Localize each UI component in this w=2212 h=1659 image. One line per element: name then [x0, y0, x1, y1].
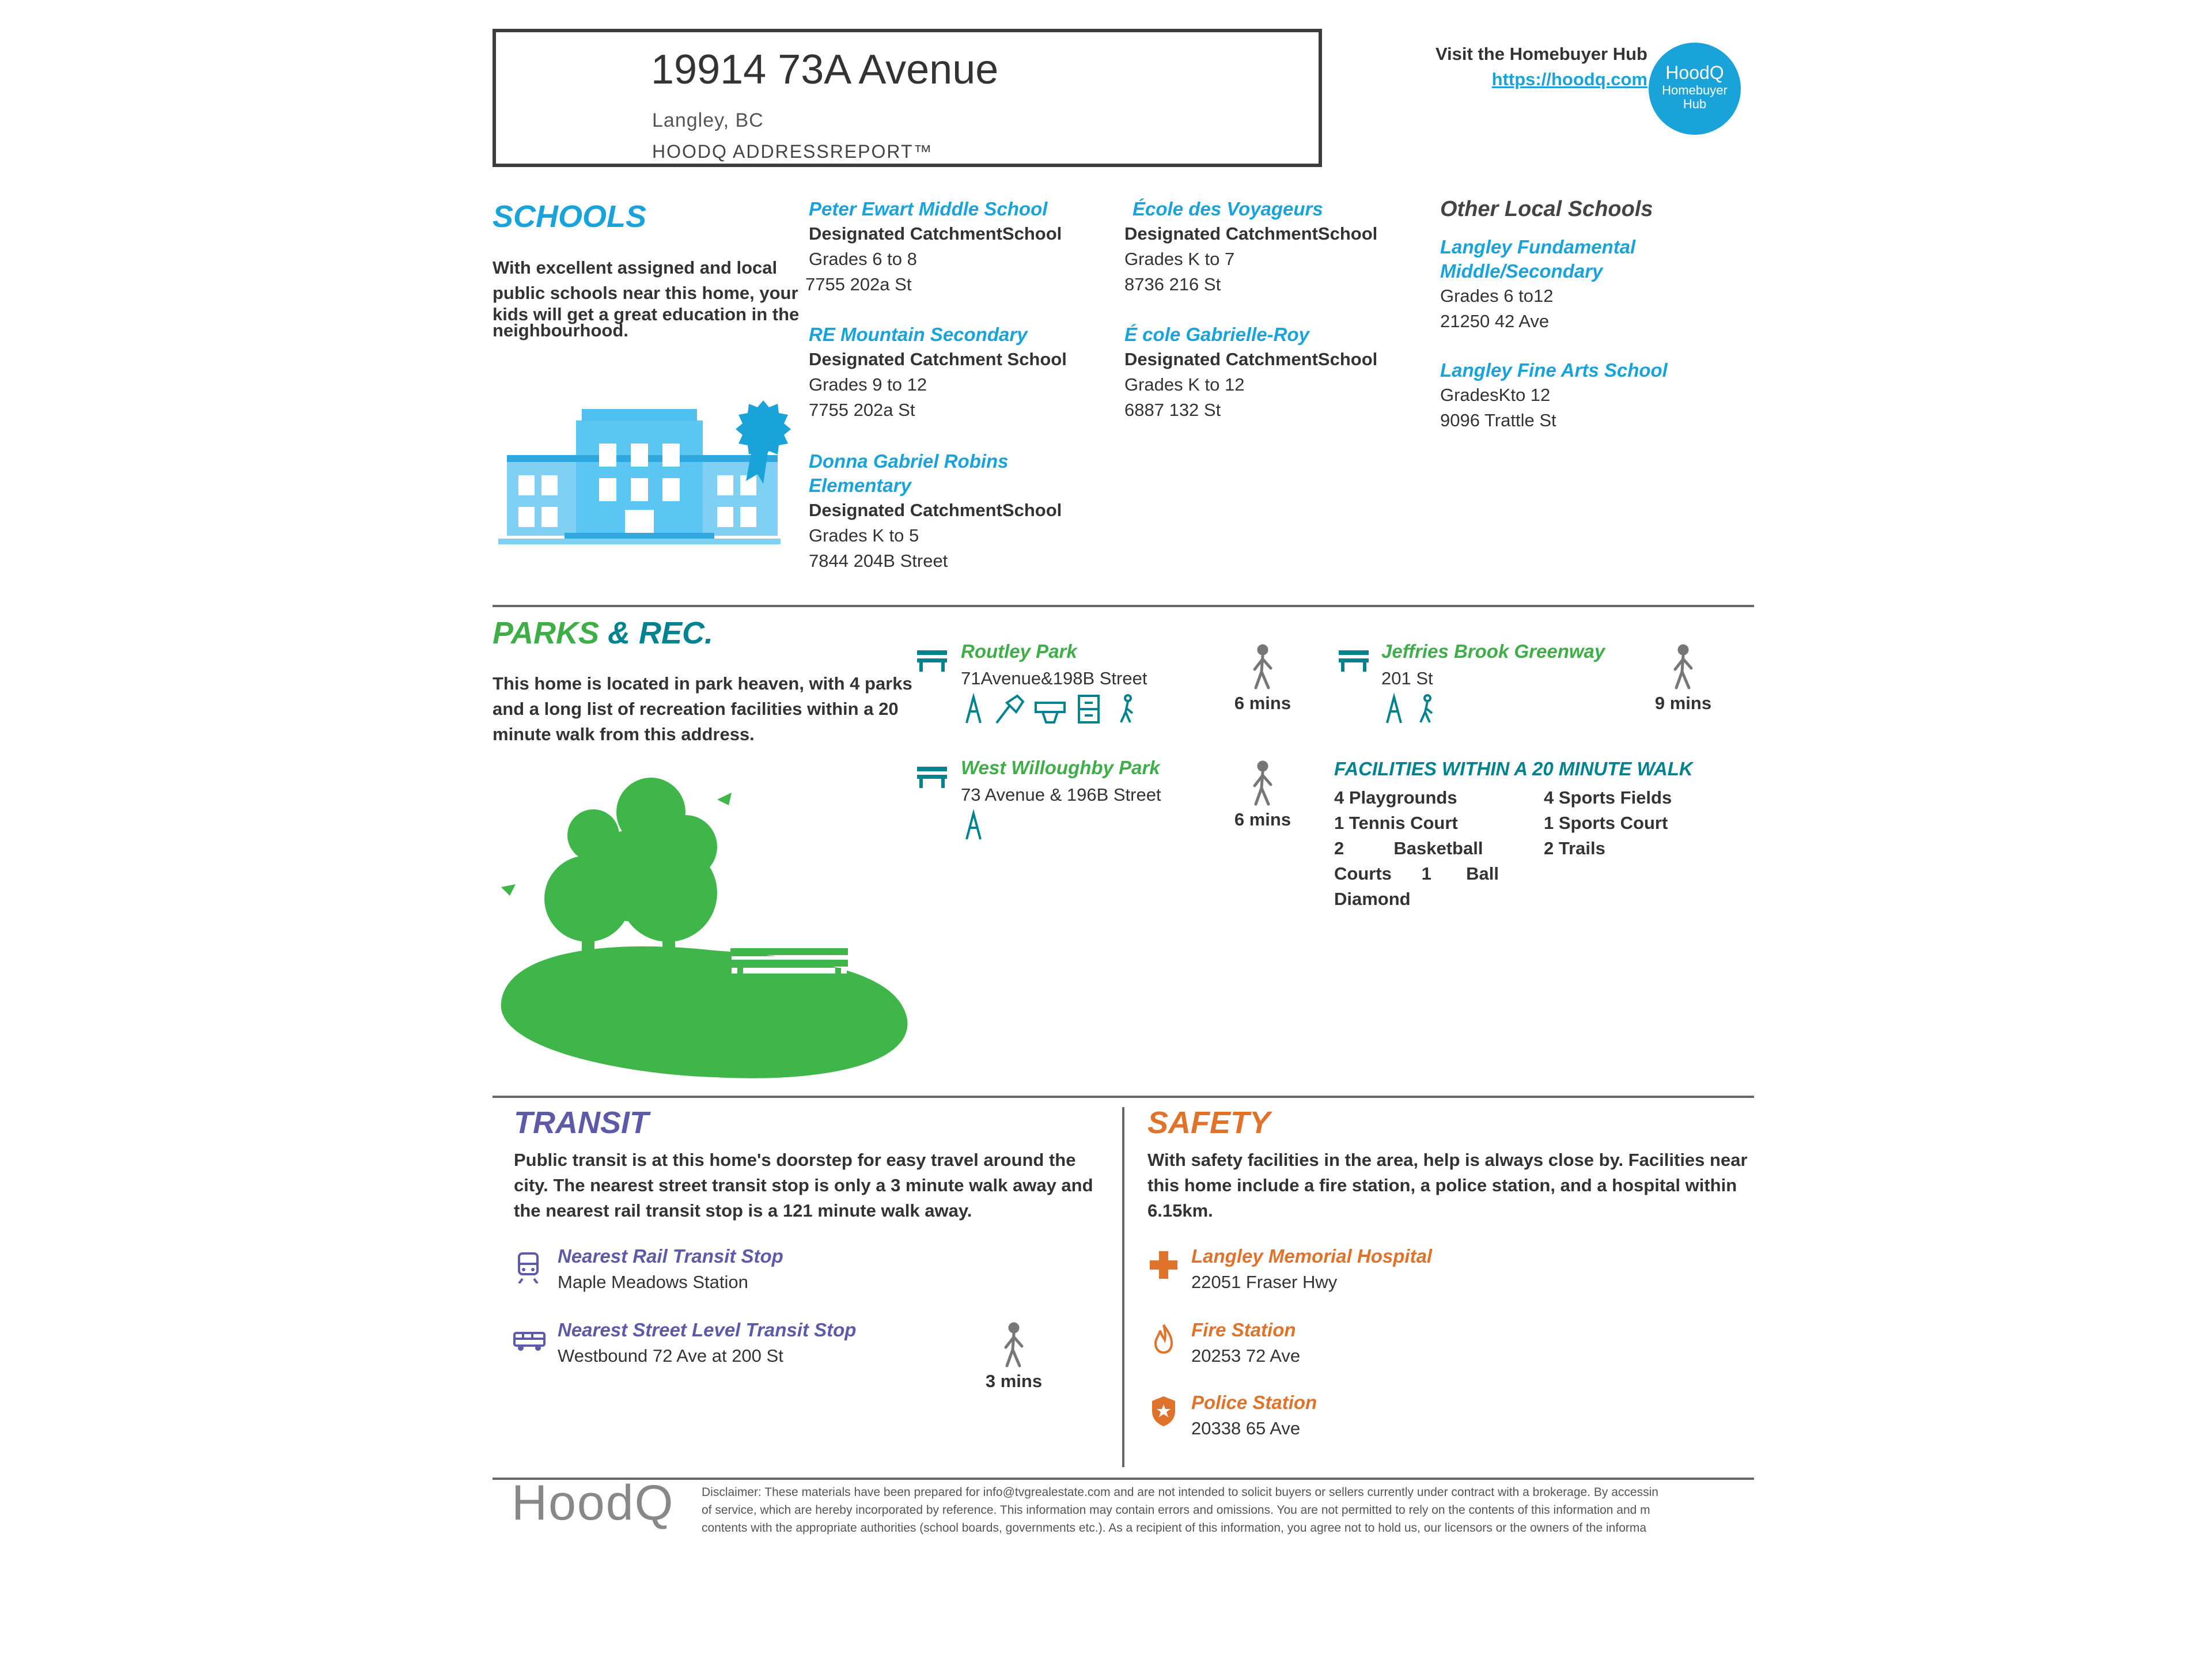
safety-heading: SAFETY: [1147, 1105, 1271, 1140]
walk-minutes: 3 mins: [985, 1371, 1043, 1391]
park-name[interactable]: Jeffries Brook Greenway: [1381, 641, 1605, 662]
train-icon: [514, 1251, 542, 1283]
rail-stop-value: Maple Meadows Station: [558, 1272, 748, 1292]
badge-line: HoodQ: [1665, 62, 1724, 83]
report-name: HOODQ ADDRESSREPORT™: [652, 141, 933, 162]
school-type: Designated CatchmentSchool: [1124, 224, 1378, 244]
facilities-heading: FACILITIES WITHIN A 20 MINUTE WALK: [1334, 758, 1693, 779]
school-name[interactable]: Peter Ewart Middle School: [809, 198, 1048, 219]
intro-line: 6.15km.: [1147, 1200, 1213, 1221]
rail-stop: [558, 1245, 783, 1295]
park-detail: [961, 757, 1161, 845]
school-address: 7755 202a St: [805, 274, 912, 294]
park-item: [1338, 647, 1370, 676]
transit-intro: [514, 1147, 1093, 1224]
intro-line: minute walk from this address.: [493, 724, 755, 744]
school-address: 21250 42 Ave: [1440, 311, 1550, 331]
bench-icon: [916, 647, 948, 673]
intro-line: public schools near this home, your: [493, 283, 798, 303]
park-name[interactable]: Routley Park: [961, 641, 1077, 662]
school-name[interactable]: Donna Gabriel Robins: [809, 450, 1009, 472]
safety-name: Police Station: [1191, 1392, 1317, 1413]
homebuyer-hub-text: Visit the Homebuyer Hub: [1435, 44, 1647, 64]
other-schools-heading: Other Local Schools: [1440, 197, 1653, 221]
safety-item: [1191, 1319, 1300, 1369]
school-card: [1124, 197, 1377, 297]
school-name[interactable]: École des Voyageurs: [1132, 198, 1323, 219]
schools-intro: [493, 255, 799, 338]
police-badge-icon: [1150, 1394, 1177, 1427]
park-item: [916, 763, 948, 793]
school-name[interactable]: Langley Fine Arts School: [1440, 359, 1668, 381]
safety-intro: [1147, 1147, 1748, 1224]
walk-time: [974, 1322, 1054, 1392]
street-stop-label: Nearest Street Level Transit Stop: [558, 1319, 857, 1340]
school-name[interactable]: RE Mountain Secondary: [809, 324, 1028, 345]
section-divider: [493, 1096, 1754, 1098]
playground-icon: [961, 808, 995, 842]
walk-time: [1222, 760, 1303, 830]
section-divider: [493, 605, 1754, 607]
intro-line: this home include a fire station, a police station, and a hospital within: [1147, 1175, 1737, 1195]
safety-address: 20253 72 Ave: [1191, 1346, 1301, 1366]
school-address: 8736 216 St: [1124, 274, 1221, 294]
school-address: 7844 204B Street: [809, 551, 948, 571]
intro-line: and a long list of recreation facilities within a 20: [493, 699, 899, 719]
address-city: Langley, BC: [652, 109, 764, 131]
school-grades: Grades K to 5: [809, 525, 919, 546]
school-address: 9096 Trattle St: [1440, 410, 1556, 430]
school-card: [809, 323, 1067, 423]
school-card: [1440, 235, 1635, 334]
school-type: Designated Catchment School: [809, 349, 1067, 369]
intro-line: kids will get a great education in the: [493, 304, 800, 324]
parks-heading-a: PARKS: [493, 616, 600, 650]
fire-icon: [1152, 1323, 1175, 1355]
safety-item: [1191, 1245, 1432, 1295]
facility-item: 4 Sports Fields: [1544, 787, 1672, 808]
intro-line: With excellent assigned and local: [493, 257, 778, 278]
intro-line: This home is located in park heaven, with 4 parks: [493, 673, 912, 694]
school-card: [1124, 323, 1377, 423]
rail-stop-label: Nearest Rail Transit Stop: [558, 1245, 783, 1267]
safety-item: [1191, 1392, 1317, 1441]
school-address: 6887 132 St: [1124, 400, 1221, 420]
park-detail: [961, 641, 1147, 729]
school-name[interactable]: É cole Gabrielle-Roy: [1124, 324, 1309, 345]
school-card: [809, 449, 1062, 574]
schools-heading: SCHOOLS: [493, 199, 647, 234]
badge-line: Hub: [1683, 97, 1707, 111]
facility-item: 2 Trails: [1544, 838, 1605, 858]
school-type: Designated CatchmentSchool: [809, 500, 1062, 520]
pedestrian-icon: [1643, 644, 1724, 690]
school-building-illustration: [495, 397, 795, 547]
safety-name: Fire Station: [1191, 1319, 1296, 1340]
disclaimer: [702, 1483, 1767, 1537]
pedestrian-icon: [974, 1322, 1054, 1368]
disclaimer-line: of service, which are hereby incorporated by reference. This information may contain errors and omissions. You are not permitted to rely on the contents of this information and m: [702, 1503, 1650, 1517]
facility-item: Diamond: [1334, 889, 1411, 909]
school-grades: Grades 6 to 8: [809, 249, 917, 269]
pedestrian-icon: [1222, 760, 1303, 806]
park-detail: [1381, 641, 1605, 729]
homebuyer-hub-badge[interactable]: [1649, 43, 1741, 135]
school-card: [805, 197, 1062, 297]
bench-icon: [1338, 647, 1370, 673]
facility-item: 1 Sports Court: [1544, 813, 1668, 833]
park-amenity-icons: [1381, 691, 1450, 726]
bus-icon: [513, 1330, 546, 1353]
safety-address: 20338 65 Ave: [1191, 1418, 1301, 1438]
park-illustration: [495, 778, 910, 1089]
park-amenity-icons: [961, 691, 1145, 726]
park-address: 201 St: [1381, 668, 1433, 688]
walk-minutes: 9 mins: [1654, 693, 1712, 713]
facility-item: 1 Tennis Court: [1334, 813, 1458, 833]
school-name-cont[interactable]: Elementary: [809, 475, 911, 496]
park-address: 73 Avenue & 196B Street: [961, 785, 1161, 805]
column-divider: [1122, 1107, 1124, 1467]
homebuyer-hub-link[interactable]: https://hoodq.com: [1491, 69, 1647, 89]
transit-heading: TRANSIT: [514, 1105, 649, 1140]
park-address: 71Avenue&198B Street: [961, 668, 1147, 688]
footer-divider: [493, 1478, 1754, 1480]
school-grades: Grades 9 to 12: [809, 374, 927, 395]
school-name-cont[interactable]: Middle/Secondary: [1440, 260, 1603, 282]
parks-intro: [493, 671, 912, 747]
badge-line: Homebuyer: [1662, 83, 1728, 97]
school-type: Designated CatchmentSchool: [809, 224, 1062, 244]
walk-minutes: 6 mins: [1234, 809, 1291, 830]
walk-minutes: 6 mins: [1234, 693, 1291, 713]
school-grades: Grades 6 to12: [1440, 286, 1554, 306]
intro-line: city. The nearest street transit stop is only a 3 minute walk away and: [514, 1175, 1093, 1195]
school-card: [1440, 358, 1668, 433]
park-item: [916, 647, 948, 676]
safety-name: Langley Memorial Hospital: [1191, 1245, 1433, 1267]
parks-heading: [493, 615, 713, 651]
pedestrian-icon: [1222, 644, 1303, 690]
facility-item: 4 Playgrounds: [1334, 787, 1457, 808]
hoodq-logo: HoodQ: [512, 1475, 675, 1531]
facilities-right: [1544, 785, 1672, 861]
intro-line: With safety facilities in the area, help is always close by. Facilities near: [1147, 1150, 1748, 1170]
school-grades: Grades K to 12: [1124, 374, 1245, 395]
street-stop-value: Westbound 72 Ave at 200 St: [558, 1346, 783, 1366]
school-grades: GradesKto 12: [1440, 385, 1551, 405]
park-name[interactable]: West Willoughby Park: [961, 757, 1160, 778]
intro-line: the nearest rail transit stop is a 121 minute walk away.: [514, 1200, 972, 1221]
disclaimer-line: contents with the appropriate authorities (school boards, governments etc.). As a recipient of this information, you agree not to hold us, our licensors or the owners of the informa: [702, 1521, 1647, 1535]
school-address: 7755 202a St: [809, 400, 915, 420]
street-stop: [558, 1319, 856, 1369]
walk-time: [1643, 644, 1724, 714]
facilities-left: [1334, 785, 1507, 912]
parks-heading-b: & REC.: [608, 616, 714, 650]
safety-address: 22051 Fraser Hwy: [1191, 1272, 1338, 1292]
intro-line: Public transit is at this home's doorstep for easy travel around the: [514, 1150, 1076, 1170]
facility-item: Courts 1 Ball: [1334, 863, 1499, 884]
disclaimer-line: Disclaimer: These materials have been prepared for info@tvgrealestate.com and are not intended to solicit buyers or sellers currently under contract with a brokerage. By accessin: [702, 1486, 1658, 1499]
school-name[interactable]: Langley Fundamental: [1440, 236, 1636, 257]
school-grades: Grades K to 7: [1124, 249, 1235, 269]
school-type: Designated CatchmentSchool: [1124, 349, 1378, 369]
bench-icon: [916, 763, 948, 790]
walk-time: [1222, 644, 1303, 714]
intro-line: neighbourhood.: [493, 320, 628, 340]
hospital-cross-icon: [1147, 1249, 1180, 1281]
address-title: 19914 73A Avenue: [651, 47, 999, 93]
facility-item: 2 Basketball: [1334, 838, 1483, 858]
